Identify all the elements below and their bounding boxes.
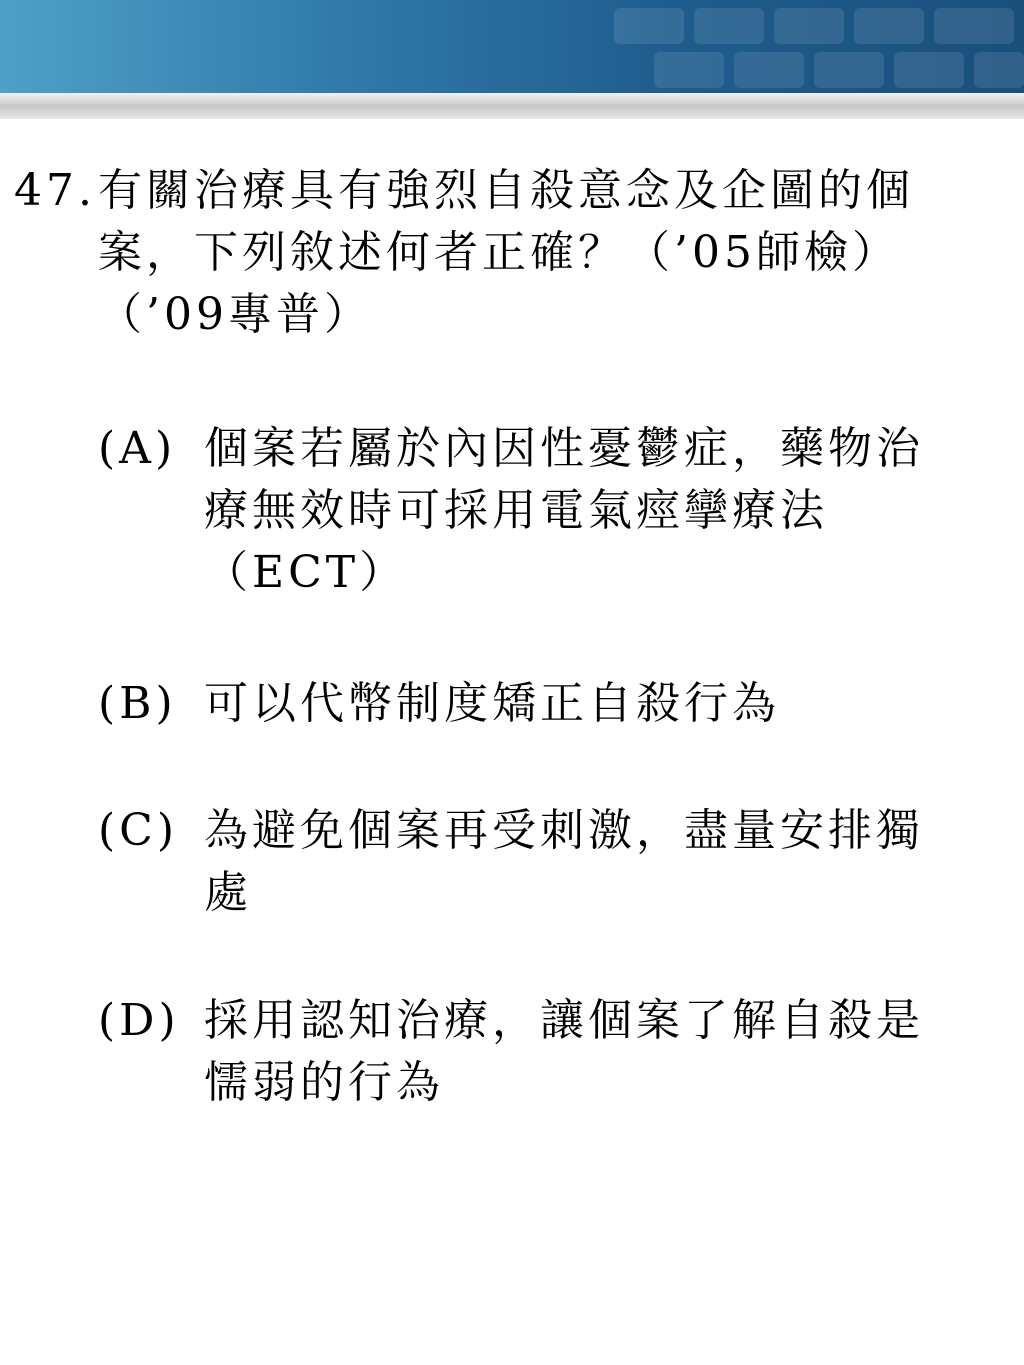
header-banner <box>0 0 1024 93</box>
banner-tile-pattern <box>604 0 1024 93</box>
option-line: 懦弱的行為 <box>204 1057 444 1108</box>
option-line: 療無效時可採用電氣痙攣療法 <box>204 485 828 536</box>
question-line-2: 案，下列敘述何者正確？（’05師檢） <box>98 227 900 278</box>
option-line: 為避免個案再受刺激，盡量安排獨 <box>204 805 924 856</box>
option-label: (C) <box>98 805 178 856</box>
option-line: 採用認知治療，讓個案了解自殺是 <box>204 995 924 1046</box>
option-line: 處 <box>204 867 252 918</box>
option-text <box>204 673 999 735</box>
option-label: (A) <box>98 423 177 474</box>
option-label: (B) <box>98 678 177 729</box>
option-text <box>204 800 999 924</box>
question-line-3: （’09專普） <box>98 289 372 340</box>
question-number: 47. <box>14 165 96 216</box>
option-text <box>204 418 999 604</box>
option-label: (D) <box>98 995 180 1046</box>
question-line-1: 有關治療具有強烈自殺意念及企圖的個 <box>98 165 914 216</box>
banner-divider <box>0 93 1024 119</box>
option-line: 個案若屬於內因性憂鬱症，藥物治 <box>204 423 924 474</box>
option-line: （ECT） <box>204 547 408 598</box>
question-text <box>98 160 998 346</box>
option-text <box>204 990 999 1114</box>
option-line: 可以代幣制度矯正自殺行為 <box>204 678 780 729</box>
